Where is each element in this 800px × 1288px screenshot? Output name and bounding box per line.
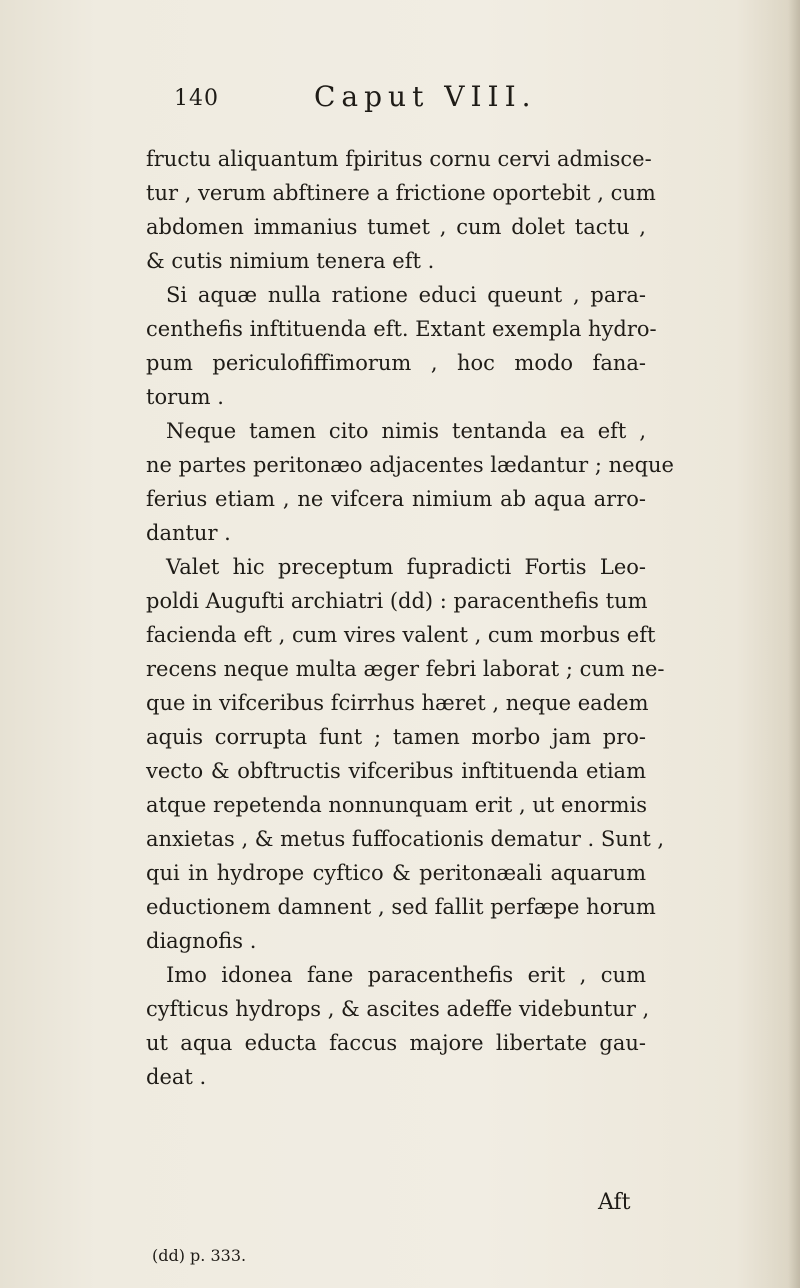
text-line: centhefis inftituenda eft. Extant exempla hydro- (146, 317, 657, 341)
page-edge-shadow (788, 0, 800, 1288)
text-line: dantur . (146, 521, 231, 545)
text-line: Imo idonea fane paracenthefis erit , cum (166, 963, 646, 987)
text-line: anxietas , & metus fuffocationis dematur . Sunt , (146, 827, 665, 851)
text-line: Valet hic preceptum fupradicti Fortis Leo- (166, 555, 646, 579)
text-line: facienda eft , cum vires valent , cum morbus eft (146, 623, 656, 647)
text-line: eductionem damnent , sed fallit perfæpe horum (146, 895, 656, 919)
text-line: & cutis nimium tenera eft . (146, 249, 435, 273)
catchword: Aft (598, 1190, 631, 1215)
text-line: diagnofis . (146, 929, 257, 953)
footnote: (dd) p. 333. (152, 1246, 247, 1265)
text-line: pum periculofiffimorum , hoc modo fana- (146, 351, 646, 375)
text-line: tur , verum abftinere a frictione oportebit , cum (146, 181, 656, 205)
text-line: ferius etiam , ne vifcera nimium ab aqua arro- (146, 487, 646, 511)
text-line: abdomen immanius tumet , cum dolet tactu , (146, 215, 646, 239)
text-line: Si aquæ nulla ratione educi queunt , para- (166, 283, 646, 307)
text-line: poldi Augufti archiatri (dd) : paracenthefis tum (146, 589, 648, 613)
text-line: cyfticus hydrops , & ascites adeffe videbuntur , (146, 997, 650, 1021)
running-head: Caput VIII. (314, 80, 537, 113)
page-number: 140 (174, 86, 219, 111)
text-line: qui in hydrope cyftico & peritonæali aquarum (146, 861, 646, 885)
text-line: torum . (146, 385, 224, 409)
text-line: ne partes peritonæo adjacentes lædantur ; neque (146, 453, 674, 477)
text-line: atque repetenda nonnunquam erit , ut enormis (146, 793, 648, 817)
text-line: fructu aliquantum fpiritus cornu cervi admisce- (146, 147, 652, 171)
text-line: que in vifceribus fcirrhus hæret , neque eadem (146, 691, 649, 715)
text-line: Neque tamen cito nimis tentanda ea eft , (166, 419, 646, 443)
text-line: ut aqua educta faccus majore libertate gau- (146, 1031, 646, 1055)
text-line: recens neque multa æger febri laborat ; cum ne- (146, 657, 665, 681)
text-line: deat . (146, 1065, 207, 1089)
page-header (174, 80, 594, 120)
body-text (146, 142, 674, 1094)
text-line: vecto & obftructis vifceribus inftituenda etiam (146, 759, 646, 783)
text-line: aquis corrupta funt ; tamen morbo jam pro- (146, 725, 646, 749)
